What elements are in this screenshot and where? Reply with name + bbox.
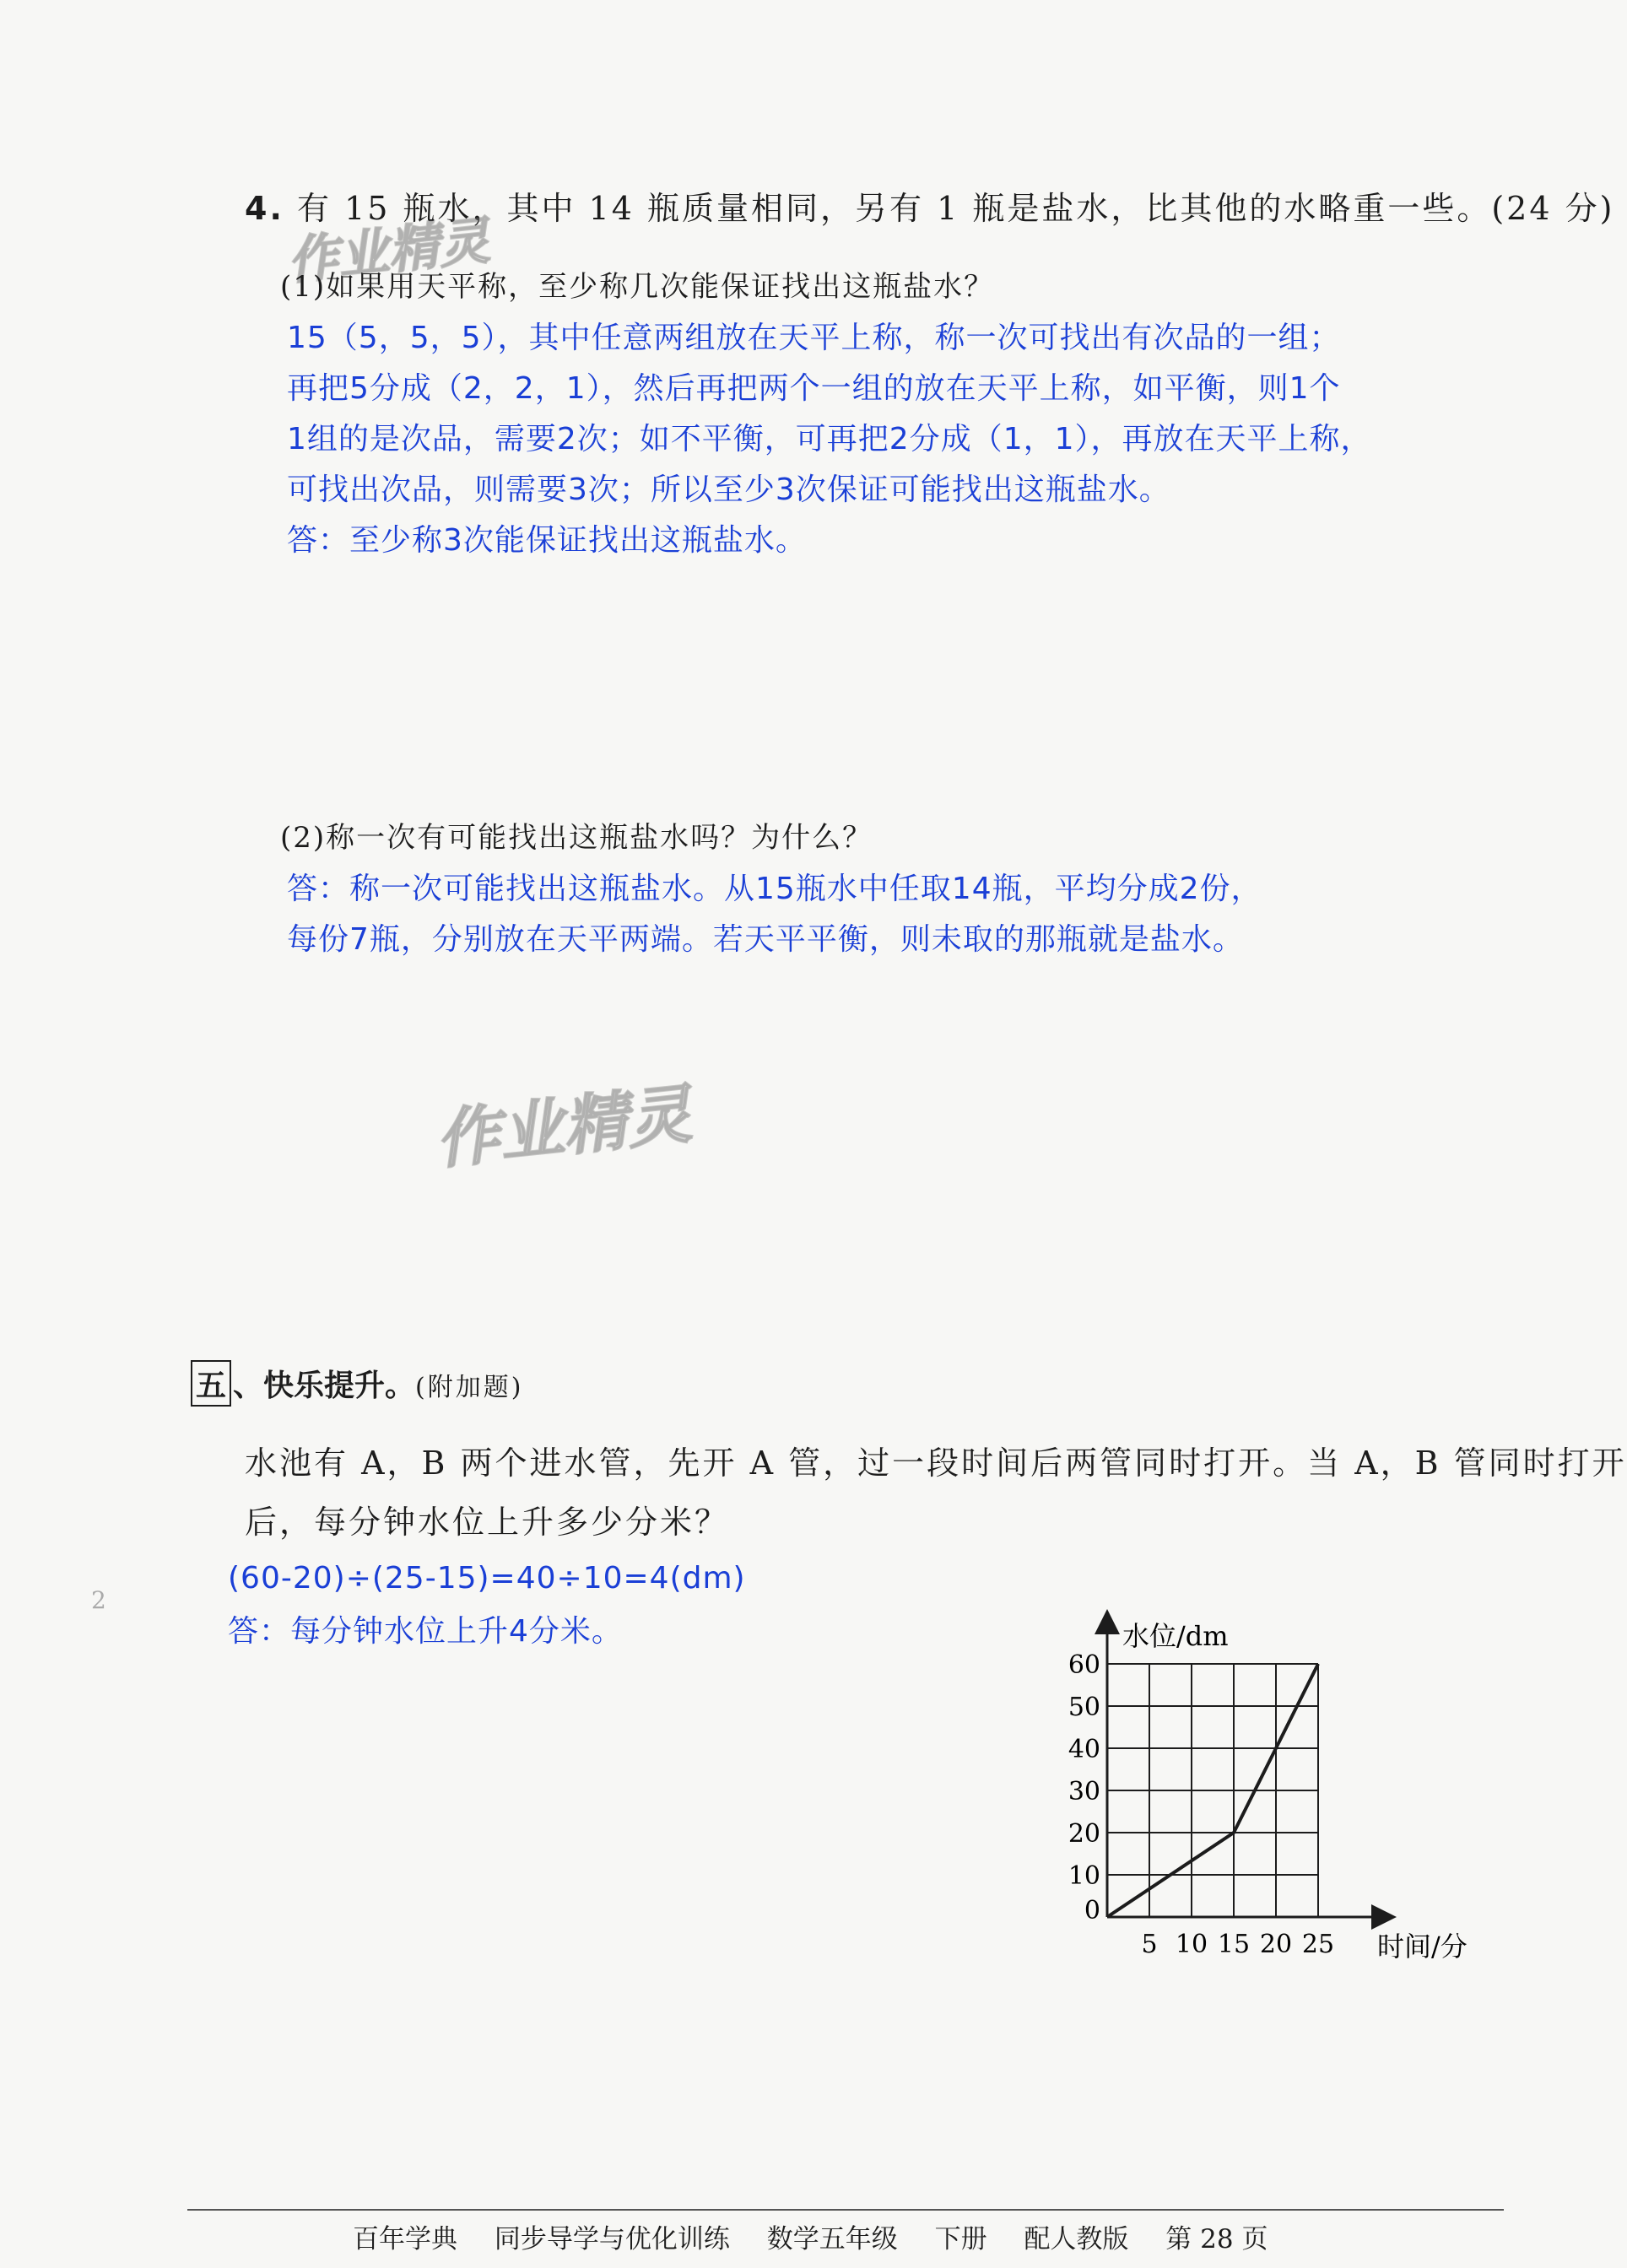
footer	[353, 2217, 1296, 2255]
x-tick-label: 20	[1259, 1930, 1293, 1959]
answer-line: 1组的是次品，需要2次；如不平衡，可再把2分成（1，1），再放在天平上称，	[287, 422, 1372, 456]
x-axis-label: 时间/分	[1377, 1930, 1468, 1963]
section-5-question-line1: 水池有 A，B 两个进水管，先开 A 管，过一段时间后两管同时打开。当 A，B 管同时打开	[245, 1444, 1627, 1482]
watermark-middle: 作业精灵	[431, 1076, 695, 1178]
x-tick-label: 15	[1217, 1930, 1251, 1959]
footer-edition: 配人教版	[1024, 2224, 1129, 2254]
section-note: (附加题)	[415, 1373, 524, 1402]
footer-subject: 数学五年级	[766, 2224, 898, 2254]
y-tick-label: 10	[1068, 1861, 1100, 1891]
answer-line: 再把5分成（2，2，1），然后再把两个一组的放在天平上称，如平衡，则1个	[287, 371, 1341, 406]
section-5-question-line2: 后，每分钟水位上升多少分米？	[245, 1504, 730, 1541]
question-text: 有 15 瓶水，其中 14 瓶质量相同，另有 1 瓶是盐水，比其他的水略重一些。(24 分)	[296, 190, 1615, 227]
y-tick-label: 30	[1068, 1777, 1100, 1806]
footer-volume: 下册	[934, 2224, 987, 2254]
section-number: 五	[191, 1360, 231, 1407]
y-tick-label: 50	[1068, 1693, 1100, 1722]
y-axis-label: 水位/dm	[1122, 1620, 1229, 1652]
section-5-heading	[191, 1360, 523, 1407]
footer-divider	[187, 2209, 1504, 2211]
x-tick-label: 10	[1175, 1930, 1208, 1959]
answer-line: 15（5，5，5），其中任意两组放在天平上称，称一次可找出有次品的一组；	[287, 321, 1341, 355]
page-number: 第 28 页	[1165, 2224, 1268, 2254]
answer-line: 可找出次品，则需要3次；所以至少3次保证可能找出这瓶盐水。	[287, 472, 1170, 507]
x-tick-labels	[1141, 1930, 1334, 1959]
y-tick-label: 40	[1068, 1735, 1100, 1764]
water-level-chart	[1068, 1561, 1527, 1963]
part2-prompt: (2)称一次有可能找出这瓶盐水吗？为什么？	[280, 821, 873, 855]
chart-grid	[1107, 1664, 1318, 1917]
section-5-answer-text: 答：每分钟水位上升4分米。	[228, 1614, 623, 1649]
section-title: 、快乐提升。	[233, 1369, 416, 1403]
y-tick-label: 60	[1068, 1650, 1100, 1680]
section-5-answer-equation: (60-20)÷(25-15)=40÷10=4(dm)	[228, 1561, 746, 1596]
question-number: 4.	[245, 190, 284, 227]
part1-prompt: (1)如果用天平称，至少称几次能保证找出这瓶盐水？	[280, 270, 995, 304]
answer-line: 每份7瓶，分别放在天平两端。若天平平衡，则未取的那瓶就是盐水。	[287, 922, 1244, 957]
margin-mark: 2	[91, 1586, 106, 1614]
y-tick-label: 20	[1068, 1819, 1100, 1849]
x-tick-label: 25	[1301, 1930, 1335, 1959]
watermark-top: 作业精灵	[284, 211, 493, 292]
y-tick-label: 0	[1084, 1896, 1100, 1925]
answer-line: 答：称一次可能找出这瓶盐水。从15瓶水中任取14瓶，平均分成2份，	[287, 872, 1262, 906]
footer-series: 同步导学与优化训练	[494, 2224, 730, 2254]
footer-book: 百年学典	[353, 2224, 457, 2254]
y-tick-labels	[1068, 1650, 1100, 1925]
answer-line: 答：至少称3次能保证找出这瓶盐水。	[287, 523, 807, 558]
x-tick-label: 5	[1141, 1930, 1158, 1959]
